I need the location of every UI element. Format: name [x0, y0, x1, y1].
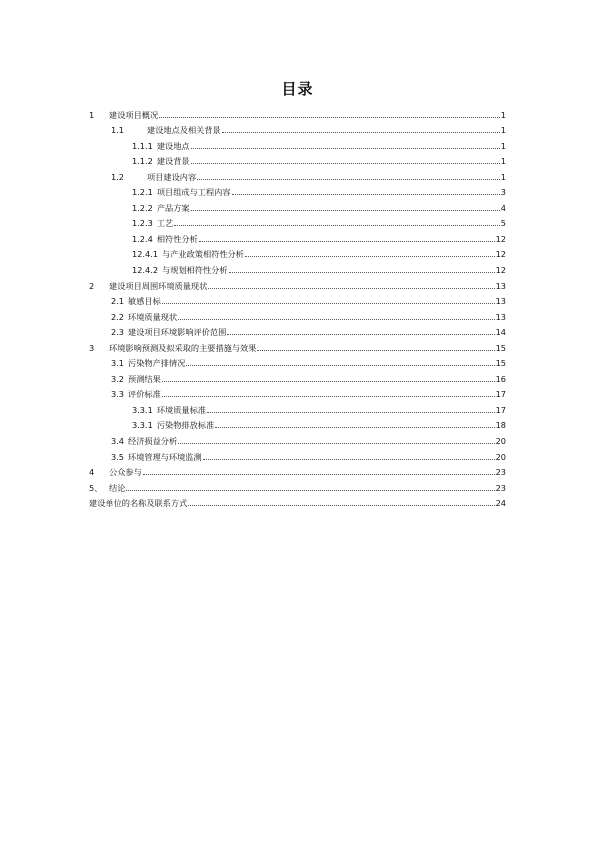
- toc-entry-label: 工艺: [156, 218, 174, 229]
- toc-entry-page-number: 14: [495, 327, 506, 338]
- toc-entry-label: 敏感目标: [128, 296, 161, 307]
- toc-entry[interactable]: [89, 228, 506, 244]
- dot-leader: [162, 395, 495, 397]
- toc-entry-page-number: 15: [495, 358, 506, 369]
- toc-entry[interactable]: [89, 399, 506, 415]
- toc-entry-number: 3.3.1: [132, 404, 153, 415]
- toc-entry-page-number: 24: [495, 498, 506, 509]
- toc-entry-number: 3.5: [111, 451, 125, 462]
- toc-entry-page-number: 4: [500, 202, 506, 213]
- toc-entry-page-number: 23: [495, 482, 506, 493]
- toc-entry-page-number: 12: [495, 265, 506, 276]
- toc-entry[interactable]: [89, 353, 506, 369]
- toc-entry-number: 2.3: [111, 327, 125, 338]
- toc-entry-number: 1.2.4: [132, 233, 153, 244]
- toc-entry-page-number: 17: [495, 389, 506, 400]
- toc-entry[interactable]: [89, 275, 506, 291]
- dot-leader: [197, 178, 500, 180]
- toc-entry-page-number: 13: [495, 296, 506, 307]
- dot-leader: [191, 162, 500, 164]
- toc-entry[interactable]: [89, 259, 506, 275]
- toc-entry-label: 建设项目环境影响评价范围: [128, 327, 227, 338]
- toc-entry[interactable]: [89, 322, 506, 338]
- toc-entry-label: 污染物排放标准: [156, 420, 215, 431]
- dot-leader: [191, 209, 500, 211]
- toc-entry-page-number: 20: [495, 451, 506, 462]
- dot-leader: [178, 442, 494, 444]
- toc-entry-label: 建设单位的名称及联系方式: [89, 498, 188, 509]
- toc-entry-page-number: 12: [495, 249, 506, 260]
- toc-entry-number: 12.4.2: [132, 265, 159, 276]
- toc-entry[interactable]: [89, 166, 506, 182]
- toc-entry-label: 建设地点及相关背景: [147, 125, 221, 136]
- dot-leader: [257, 349, 494, 351]
- dot-leader: [143, 473, 495, 475]
- toc-entry[interactable]: [89, 213, 506, 229]
- toc-entry[interactable]: [89, 135, 506, 151]
- toc-entry-page-number: 20: [495, 436, 506, 447]
- toc-entry-number: 1.1: [111, 125, 125, 136]
- toc-entry[interactable]: [89, 197, 506, 213]
- dot-leader: [229, 271, 495, 273]
- toc-entry[interactable]: [89, 384, 506, 400]
- toc-entry-number: 1.1.2: [132, 156, 153, 167]
- dot-leader: [162, 302, 495, 304]
- toc-entry-page-number: 5: [500, 218, 506, 229]
- toc-entry-label: 与产业政策相符性分析: [162, 249, 244, 260]
- toc-entry-number: 5、: [89, 482, 103, 493]
- toc-entry-label: 评价标准: [128, 389, 161, 400]
- toc-entry-number: 12.4.1: [132, 249, 159, 260]
- toc-entry-number: 3.2: [111, 373, 125, 384]
- dot-leader: [186, 364, 494, 366]
- dot-leader: [222, 131, 500, 133]
- toc-entry[interactable]: [89, 291, 506, 307]
- toc-entry-label: 产品方案: [156, 202, 190, 213]
- toc-entry-page-number: 1: [500, 171, 506, 182]
- toc-entry-number: 3.3.1: [132, 420, 153, 431]
- toc-entry-number: 2: [89, 280, 95, 291]
- dot-leader: [208, 287, 494, 289]
- toc-entry-page-number: 1: [500, 125, 506, 136]
- dot-leader: [207, 411, 495, 413]
- dot-leader: [188, 504, 494, 506]
- toc-entry[interactable]: [89, 120, 506, 136]
- toc-entry-label: 项目组成与工程内容: [156, 187, 231, 198]
- toc-entry[interactable]: [89, 415, 506, 431]
- dot-leader: [191, 147, 500, 149]
- toc-entry[interactable]: [89, 477, 506, 493]
- toc-entry-label: 环境影响预测及拟采取的主要措施与效果: [109, 342, 257, 353]
- toc-entry[interactable]: [89, 104, 506, 120]
- dot-leader: [162, 380, 495, 382]
- toc-entry-label: 项目建设内容: [147, 171, 197, 182]
- toc-entry-page-number: 16: [495, 373, 506, 384]
- toc-entry[interactable]: [89, 337, 506, 353]
- dot-leader: [215, 426, 494, 428]
- toc-entry-label: 建设背景: [156, 156, 190, 167]
- toc-entry-number: 1.2.2: [132, 202, 153, 213]
- toc-entry-number: 1.2: [111, 171, 125, 182]
- toc-entry-number: 2.2: [111, 311, 125, 322]
- dot-leader: [159, 116, 500, 118]
- toc-entry-number: 1: [89, 109, 95, 120]
- toc-entry-page-number: 18: [495, 420, 506, 431]
- toc-entry-number: 3.1: [111, 358, 125, 369]
- toc-entry-page-number: 13: [495, 311, 506, 322]
- toc-entry[interactable]: [89, 430, 506, 446]
- toc-entry-label: 相符性分析: [156, 233, 198, 244]
- toc-entry-number: 3: [89, 342, 95, 353]
- toc-entry-label: 经济损益分析: [128, 436, 178, 447]
- toc-entry-number: 1.2.3: [132, 218, 153, 229]
- toc-entry-page-number: 1: [500, 140, 506, 151]
- dot-leader: [203, 458, 495, 460]
- toc-entry[interactable]: [89, 306, 506, 322]
- toc-entry-label: 建设项目周围环境质量现状: [109, 280, 208, 291]
- toc-entry-label: 结论: [109, 482, 126, 493]
- dot-leader: [174, 224, 500, 226]
- toc-entry-label: 污染物产排情况: [128, 358, 186, 369]
- toc-entry-page-number: 15: [495, 342, 506, 353]
- toc-entry[interactable]: [89, 182, 506, 198]
- toc-entry[interactable]: [89, 368, 506, 384]
- toc-entry[interactable]: [89, 244, 506, 260]
- toc-entry-number: 1.2.1: [132, 187, 153, 198]
- dot-leader: [232, 193, 500, 195]
- toc-entry-label: 建设地点: [156, 140, 190, 151]
- toc-entry[interactable]: [89, 151, 506, 167]
- toc-entry-page-number: 13: [495, 280, 506, 291]
- toc-entry-page-number: 3: [500, 187, 506, 198]
- toc-entry-label: 建设项目概况: [109, 109, 159, 120]
- toc-entry[interactable]: [89, 446, 506, 462]
- toc-entry[interactable]: [89, 462, 506, 478]
- toc-entry-label: 环境质量现状: [128, 311, 178, 322]
- dot-leader: [199, 240, 495, 242]
- toc-entry-label: 环境质量标准: [156, 404, 206, 415]
- dot-leader: [227, 333, 494, 335]
- dot-leader: [178, 318, 494, 320]
- toc-entry-page-number: 17: [495, 404, 506, 415]
- dot-leader: [126, 489, 494, 491]
- toc-entry-number: 3.4: [111, 436, 125, 447]
- toc-entry-page-number: 23: [495, 467, 506, 478]
- page-title: 目录: [281, 80, 314, 98]
- toc-entry-number: 4: [89, 467, 95, 478]
- toc-entry-page-number: 1: [500, 156, 506, 167]
- toc-entry-number: 2.1: [111, 296, 125, 307]
- toc-entry-label: 公众参与: [109, 467, 142, 478]
- toc-entry-label: 预测结果: [128, 373, 161, 384]
- toc-entry-number: 1.1.1: [132, 140, 153, 151]
- toc-entry-label: 与规划相符性分析: [162, 265, 228, 276]
- toc-entry-page-number: 12: [495, 233, 506, 244]
- dot-leader: [245, 255, 495, 257]
- toc-entry-label: 环境管理与环境监测: [128, 451, 202, 462]
- toc-entry-number: 3.3: [111, 389, 125, 400]
- toc-entry-page-number: 1: [500, 109, 506, 120]
- toc-entry[interactable]: [89, 493, 506, 509]
- table-of-contents: [89, 104, 506, 508]
